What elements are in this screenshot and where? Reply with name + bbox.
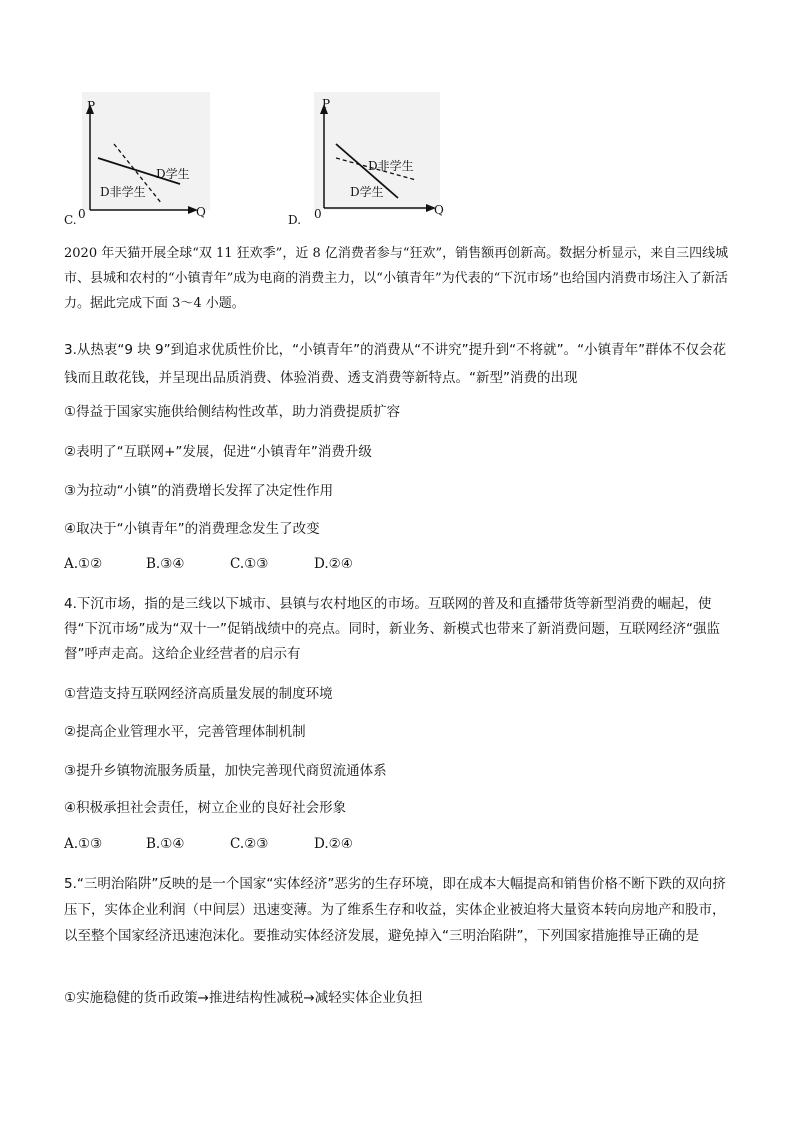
q3-choice-b: B.③④ [146,556,185,572]
q5-option-1: ①实施稳健的货币政策→推进结构性减税→减轻实体企业负担 [64,990,423,1006]
q3-choice-d: D.②④ [314,556,353,572]
q3-option-1: ①得益于国家实施供给侧结构性改革，助力消费提质扩容 [64,404,401,420]
figure-c [64,92,264,232]
q4-choice-d: D.②④ [314,836,353,852]
q3-option-2: ②表明了“互联网+”发展，促进“小镇青年”消费升级 [64,444,372,460]
graph-c-option-letter: C. [64,213,77,227]
q4-option-2: ②提高企业管理水平，完善管理体制机制 [64,724,306,740]
q3-option-4: ④取决于“小镇青年”的消费理念发生了改变 [64,521,320,537]
q3-option-3: ③为拉动“小镇”的消费增长发挥了决定性作用 [64,483,334,499]
graph-c-q-label: Q [196,205,206,219]
q4-option-3: ③提升乡镇物流服务质量，加快完善现代商贸流通体系 [64,763,387,779]
graph-d-option-letter: D. [288,213,302,227]
q5-stem: 5.“三明治陷阱”反映的是一个国家“实体经济”恶劣的生存环境，即在成本大幅提高和销售价格不断下跌的双向挤压下，实体企业利润（中间层）迅速变薄。为了维系生存和收益，实体企业被迫将大量资本转向房地产和股市，以至整个国家经济迅速泡沫化。要推动实体经济发展，避免掉入“三明治陷阱”，下列国家措施推导正确的是 [64,876,726,944]
graph-d-origin-label: 0 [314,207,322,221]
q4-choice-c: C.②③ [230,836,269,852]
q3-choice-a: A.①② [64,556,103,572]
q4-option-1: ①营造支持互联网经济高质量发展的制度环境 [64,686,333,702]
q3-choice-c: C.①③ [230,556,269,572]
q4-option-4: ④积极承担社会责任，树立企业的良好社会形象 [64,800,347,816]
q4-choice-b: B.①④ [146,836,185,852]
intro-paragraph: 2020 年天猫开展全球“双 11 狂欢季”，近 8 亿消费者参与“狂欢”，销售额再创新高。数据分析显示，来自三四线城市、县城和农村的“小镇青年”成为电商的消费主力，以“小镇青年”为代表的“下沉市场”也给国内消费市场注入了新活力。据此完成下面 3～4 小题。 [64,246,729,311]
graph-d-label-b: D学生 [350,185,384,199]
q3-stem: 3.从热衷“9 块 9”到追求优质性价比，“小镇青年”的消费从“不讲究”提升到“不将就”。“小镇青年”群体不仅会花钱而且敢花钱，并呈现出品质消费、体验消费、透支消费等新特点。“新型”消费的出现 [64,342,727,386]
graph-c-p-label: P [87,99,96,113]
graph-c-label-b: D非学生 [100,185,146,199]
q4-stem: 4.下沉市场，指的是三线以下城市、县镇与农村地区的市场。互联网的普及和直播带货等新型消费的崛起，使得“下沉市场”成为“双十一”促销战绩中的亮点。同时，新业务、新模式也带来了新消费问题，互联网经济“强监督”呼声走高。这给企业经营者的启示有 [64,596,720,662]
graph-d-q-label: Q [434,203,444,217]
figure-d [288,92,488,232]
q4-choice-a: A.①③ [64,836,103,852]
graph-c-label-a: D学生 [156,167,190,181]
graph-c-origin-label: 0 [78,207,86,221]
graph-d-label-a: D非学生 [368,159,414,173]
demand-graph-d [288,92,488,232]
demand-graph-c [64,92,264,232]
graph-d-p-label: P [322,97,331,111]
